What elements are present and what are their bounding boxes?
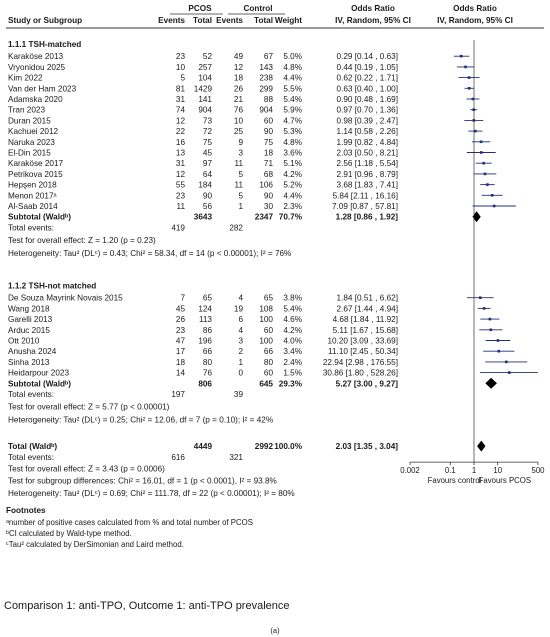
study-total-control: 100 xyxy=(259,315,273,325)
study-weight: 5.4% xyxy=(283,95,302,104)
study-total-control: 90 xyxy=(263,127,273,137)
study-weight: 2.3% xyxy=(283,202,302,211)
study-odds-ratio-ci: 0.98 [0.39 , 2.47] xyxy=(336,116,398,126)
study-name: Garelli 2013 xyxy=(8,315,53,325)
total-events-pcos: 197 xyxy=(171,390,185,399)
study-weight: 5.9% xyxy=(283,105,302,115)
study-odds-ratio-ci: 0.63 [0.40 , 1.00] xyxy=(336,84,398,94)
point-estimate-square xyxy=(489,329,492,332)
overall-events-label: Total events: xyxy=(8,452,54,462)
study-name: Petrikova 2015 xyxy=(8,169,63,179)
header-events-control: Events xyxy=(216,16,243,25)
point-estimate-square xyxy=(479,296,482,299)
study-weight: 2.4% xyxy=(283,357,302,367)
study-odds-ratio-ci: 5.84 [2.11 , 16.16] xyxy=(332,191,398,201)
point-estimate-square xyxy=(489,318,492,321)
study-weight: 3.4% xyxy=(283,347,302,357)
overall-test-line: Heterogeneity: Tau² (DLᶜ) = 0.69; Chi² = 111.78, df = 22 (p < 0.00001); I² = 80% xyxy=(8,488,295,498)
study-total-control: 65 xyxy=(263,293,273,303)
study-odds-ratio-ci: 30.86 [1.80 , 528.26] xyxy=(322,368,398,378)
point-estimate-square xyxy=(480,151,483,154)
study-total-control: 143 xyxy=(259,62,273,72)
favours-pcos-label: Favours PCOS xyxy=(478,476,532,486)
total-events-control: 39 xyxy=(233,390,243,399)
study-events-control: 11 xyxy=(234,180,243,190)
study-total-pcos: 80 xyxy=(202,357,212,367)
x-tick-label: 0.1 xyxy=(444,466,456,476)
header-study-subgroup: Study or Subgroup xyxy=(8,16,83,25)
study-events-control: 25 xyxy=(233,127,243,137)
study-odds-ratio-ci: 1.84 [0.51 , 6.62] xyxy=(336,293,398,303)
study-odds-ratio-ci: 2.56 [1.18 , 5.54] xyxy=(336,159,398,169)
subgroup-title: 1.1.2 TSH-not matched xyxy=(8,281,97,291)
footnote-item: ᵇCI calculated by Wald-type method. xyxy=(6,529,132,539)
study-weight: 3.8% xyxy=(283,293,302,303)
study-events-control: 10 xyxy=(233,116,243,126)
study-odds-ratio-ci: 22.94 [2.98 , 176.55] xyxy=(322,357,398,367)
overall-weight: 100.0% xyxy=(274,442,302,452)
study-name: Heidarpour 2023 xyxy=(8,368,69,378)
study-name: Duran 2015 xyxy=(8,116,51,126)
study-weight: 5.1% xyxy=(283,159,302,169)
study-name: Van der Ham 2023 xyxy=(8,84,77,94)
study-weight: 5.5% xyxy=(283,84,302,94)
study-total-control: 71 xyxy=(263,159,273,169)
study-events-control: 2 xyxy=(238,347,243,357)
study-total-control: 68 xyxy=(263,169,273,179)
subtotal-label: Subtotal (Waldᵇ) xyxy=(8,212,71,222)
study-total-pcos: 104 xyxy=(198,73,212,83)
point-estimate-square xyxy=(497,339,500,342)
subtotal-total-pcos: 3643 xyxy=(193,212,212,222)
study-events-control: 0 xyxy=(238,368,243,378)
study-odds-ratio-ci: 2.91 [0.96 , 8.79] xyxy=(336,169,398,179)
study-total-control: 238 xyxy=(259,73,273,83)
study-events-pcos: 23 xyxy=(175,325,185,335)
heterogeneity-test: Heterogeneity: Tau² (DLᶜ) = 0.25; Chi² = 12.06, df = 7 (p = 0.10); I² = 42% xyxy=(8,415,274,425)
study-total-pcos: 66 xyxy=(202,347,212,357)
study-events-control: 11 xyxy=(234,159,243,169)
study-events-pcos: 5 xyxy=(180,73,185,83)
study-total-pcos: 904 xyxy=(198,105,212,115)
study-odds-ratio-ci: 0.29 [0.14 , 0.63] xyxy=(336,52,398,62)
study-weight: 3.6% xyxy=(283,148,302,158)
point-estimate-square xyxy=(468,87,471,90)
study-events-control: 9 xyxy=(238,137,243,147)
footnote-item: ᶜTau² calculated by DerSimonian and Laird method. xyxy=(6,540,184,550)
subgroup-title: 1.1.1 TSH-matched xyxy=(8,40,82,49)
study-events-control: 3 xyxy=(238,336,243,346)
study-events-control: 76 xyxy=(233,105,243,115)
overall-events-control: 321 xyxy=(229,452,243,462)
study-odds-ratio-ci: 3.68 [1.83 , 7.41] xyxy=(336,180,398,190)
study-odds-ratio-ci: 11.10 [2.45 , 50.34] xyxy=(328,347,398,357)
study-total-pcos: 124 xyxy=(198,304,212,314)
study-weight: 4.4% xyxy=(283,73,302,83)
study-events-pcos: 47 xyxy=(175,336,185,346)
subtotal-total-pcos: 806 xyxy=(198,379,212,389)
point-estimate-square xyxy=(484,173,487,176)
header-events-pcos: Events xyxy=(158,16,185,25)
header-or-method: IV, Random, 95% CI xyxy=(335,16,411,25)
study-events-control: 3 xyxy=(238,148,243,158)
overall-odds-ratio-ci: 2.03 [1.35 , 3.04] xyxy=(335,442,398,452)
study-events-pcos: 31 xyxy=(175,159,185,169)
study-name: Karaköse 2017 xyxy=(8,159,64,169)
study-events-pcos: 18 xyxy=(175,357,185,367)
study-name: Adamska 2020 xyxy=(8,95,63,104)
subtotal-label: Subtotal (Waldᵇ) xyxy=(8,379,71,389)
header-group-pcos: PCOS xyxy=(188,4,212,13)
point-estimate-square xyxy=(493,205,496,208)
study-weight: 4.2% xyxy=(283,325,302,335)
study-odds-ratio-ci: 0.44 [0.19 , 1.05] xyxy=(336,62,398,72)
point-estimate-square xyxy=(464,66,467,69)
study-odds-ratio-ci: 4.68 [1.84 , 11.92] xyxy=(332,315,398,325)
study-weight: 4.2% xyxy=(283,169,302,179)
study-weight: 4.8% xyxy=(283,137,302,147)
study-total-control: 60 xyxy=(263,368,273,378)
study-total-pcos: 73 xyxy=(202,116,212,126)
study-total-control: 18 xyxy=(263,148,273,158)
footnotes-title: Footnotes xyxy=(6,506,46,516)
subtotal-odds-ratio-ci: 5.27 [3.00 , 9.27] xyxy=(335,379,398,389)
figure-caption: Comparison 1: anti-TPO, Outcome 1: anti-TPO prevalence xyxy=(4,600,290,612)
study-name: Al-Saab 2014 xyxy=(8,202,58,211)
header-plot-method: IV, Random, 95% CI xyxy=(437,16,513,25)
study-total-control: 75 xyxy=(263,137,273,147)
study-events-control: 1 xyxy=(238,202,243,211)
pooled-estimate-diamond xyxy=(477,441,485,452)
study-total-control: 80 xyxy=(263,357,273,367)
study-name: Tran 2023 xyxy=(8,105,46,115)
study-name: Anusha 2024 xyxy=(8,347,57,357)
total-events-control: 282 xyxy=(229,223,243,233)
header-plot-odds-ratio: Odds Ratio xyxy=(453,4,497,13)
study-name: Kachuei 2012 xyxy=(8,127,59,137)
study-events-pcos: 23 xyxy=(175,191,185,201)
study-events-control: 5 xyxy=(238,191,243,201)
study-weight: 4.0% xyxy=(283,336,302,346)
header-group-control: Control xyxy=(243,4,273,13)
point-estimate-square xyxy=(474,130,477,133)
study-events-pcos: 26 xyxy=(175,315,185,325)
study-weight: 5.3% xyxy=(283,127,302,137)
study-events-pcos: 81 xyxy=(175,84,185,94)
study-total-pcos: 75 xyxy=(202,137,212,147)
study-weight: 5.2% xyxy=(283,180,302,190)
total-events-pcos: 419 xyxy=(171,223,185,233)
study-name: Kim 2022 xyxy=(8,73,43,83)
study-total-pcos: 76 xyxy=(202,368,212,378)
subtotal-odds-ratio-ci: 1.28 [0.86 , 1.92] xyxy=(335,212,398,222)
study-events-control: 4 xyxy=(238,325,243,335)
point-estimate-square xyxy=(480,141,483,144)
point-estimate-square xyxy=(497,350,500,353)
study-events-pcos: 12 xyxy=(175,169,185,179)
study-total-pcos: 196 xyxy=(198,336,212,346)
study-events-control: 26 xyxy=(233,84,243,94)
study-name: Hepşen 2018 xyxy=(8,180,57,190)
overall-test-line: Test for overall effect: Z = 3.43 (p = 0.0006) xyxy=(8,464,165,474)
study-name: Karaköse 2013 xyxy=(8,52,64,62)
study-total-control: 108 xyxy=(259,304,273,314)
study-total-control: 30 xyxy=(263,202,273,211)
study-total-control: 66 xyxy=(263,347,273,357)
study-total-pcos: 257 xyxy=(198,62,212,72)
study-events-pcos: 14 xyxy=(175,368,185,378)
study-total-control: 904 xyxy=(259,105,273,115)
study-events-pcos: 7 xyxy=(180,293,185,303)
study-events-pcos: 55 xyxy=(175,180,185,190)
subtotal-total-control: 2347 xyxy=(254,212,273,222)
study-odds-ratio-ci: 0.90 [0.48 , 1.69] xyxy=(336,95,398,104)
study-name: Arduc 2015 xyxy=(8,325,50,335)
study-weight: 4.4% xyxy=(283,191,302,201)
study-events-pcos: 13 xyxy=(175,148,185,158)
study-events-pcos: 31 xyxy=(175,95,185,104)
study-odds-ratio-ci: 5.11 [1.67 , 15.68] xyxy=(332,325,398,335)
study-name: Menon 2017ᵃ xyxy=(8,191,57,201)
study-events-control: 1 xyxy=(238,357,243,367)
study-odds-ratio-ci: 7.09 [0.87 , 57.81] xyxy=(331,202,398,211)
footnote-item: ᵃnumber of positive cases calculated from % and total number of PCOS xyxy=(6,518,253,528)
subtotal-total-control: 645 xyxy=(259,379,273,389)
overall-total-control: 2992 xyxy=(254,442,273,452)
study-total-control: 106 xyxy=(259,180,273,190)
study-weight: 5.4% xyxy=(283,304,302,314)
x-tick-label: 500 xyxy=(531,466,545,476)
overall-effect-test: Test for overall effect: Z = 1.20 (p = 0.23) xyxy=(8,236,156,246)
study-events-control: 21 xyxy=(233,95,243,104)
study-total-pcos: 113 xyxy=(198,315,212,325)
study-total-pcos: 64 xyxy=(202,169,212,179)
study-weight: 4.8% xyxy=(283,62,302,72)
study-odds-ratio-ci: 1.14 [0.58 , 2.26] xyxy=(336,127,398,137)
header-total-control: Total xyxy=(254,16,273,25)
study-total-control: 67 xyxy=(263,52,273,62)
study-weight: 4.7% xyxy=(283,116,302,126)
study-events-pcos: 23 xyxy=(175,52,185,62)
study-events-pcos: 11 xyxy=(176,202,185,211)
point-estimate-square xyxy=(460,55,463,58)
study-events-control: 12 xyxy=(233,62,243,72)
x-tick-label: 10 xyxy=(493,466,503,476)
study-total-pcos: 90 xyxy=(202,191,212,201)
study-events-pcos: 22 xyxy=(175,127,185,137)
heterogeneity-test: Heterogeneity: Tau² (DLᶜ) = 0.43; Chi² = 58.34, df = 14 (p < 0.00001); I² = 76% xyxy=(8,248,292,258)
study-total-pcos: 184 xyxy=(198,180,212,190)
study-total-pcos: 65 xyxy=(202,293,212,303)
study-odds-ratio-ci: 2.67 [1.44 , 4.94] xyxy=(336,304,398,314)
study-total-pcos: 52 xyxy=(202,52,212,62)
point-estimate-square xyxy=(486,183,489,186)
x-tick-label: 0.002 xyxy=(400,466,420,476)
point-estimate-square xyxy=(505,361,508,364)
study-name: Naruka 2023 xyxy=(8,137,55,147)
study-total-control: 299 xyxy=(259,84,273,94)
study-odds-ratio-ci: 0.62 [0.22 , 1.71] xyxy=(336,73,398,83)
point-estimate-square xyxy=(468,76,471,79)
study-events-pcos: 74 xyxy=(175,105,185,115)
study-total-control: 90 xyxy=(263,191,273,201)
point-estimate-square xyxy=(491,194,494,197)
study-total-pcos: 56 xyxy=(202,202,212,211)
study-total-pcos: 45 xyxy=(202,148,212,158)
study-total-control: 60 xyxy=(263,116,273,126)
study-total-pcos: 1429 xyxy=(193,84,212,94)
study-events-pcos: 16 xyxy=(175,137,185,147)
study-events-control: 5 xyxy=(238,169,243,179)
study-name: De Souza Mayrink Novais 2015 xyxy=(8,293,123,303)
study-weight: 5.0% xyxy=(283,52,302,62)
study-name: Sinha 2013 xyxy=(8,357,50,367)
study-events-pcos: 10 xyxy=(175,62,185,72)
study-weight: 4.6% xyxy=(283,315,302,325)
study-total-control: 88 xyxy=(263,95,273,104)
panel-label: (a) xyxy=(270,626,280,635)
study-events-control: 49 xyxy=(233,52,243,62)
overall-events-pcos: 616 xyxy=(171,452,185,462)
overall-total-pcos: 4449 xyxy=(193,442,212,452)
study-name: Vryonidou 2025 xyxy=(8,62,66,72)
point-estimate-square xyxy=(482,162,485,165)
study-name: Wang 2018 xyxy=(8,304,50,314)
study-total-control: 100 xyxy=(259,336,273,346)
study-total-control: 60 xyxy=(263,325,273,335)
study-events-control: 4 xyxy=(238,293,243,303)
overall-test-line: Test for subgroup differences: Chi² = 16.01, df = 1 (p < 0.0001), I² = 93.8% xyxy=(8,476,277,486)
total-events-label: Total events: xyxy=(8,390,54,399)
header-total-pcos: Total xyxy=(193,16,212,25)
header-weight: Weight xyxy=(274,16,302,25)
study-total-pcos: 97 xyxy=(202,159,212,169)
study-odds-ratio-ci: 1.99 [0.82 , 4.84] xyxy=(336,137,398,147)
overall-total-label: Total (Waldᵇ) xyxy=(8,442,58,452)
favours-control-label: Favours control xyxy=(427,476,482,486)
header-odds-ratio: Odds Ratio xyxy=(351,4,395,13)
study-events-pcos: 17 xyxy=(175,347,185,357)
study-total-pcos: 86 xyxy=(202,325,212,335)
study-events-pcos: 12 xyxy=(175,116,185,126)
study-name: El-Din 2015 xyxy=(8,148,51,158)
x-tick-label: 1 xyxy=(471,466,477,476)
point-estimate-square xyxy=(483,307,486,310)
total-events-label: Total events: xyxy=(8,223,54,233)
study-events-control: 19 xyxy=(233,304,243,314)
pooled-estimate-diamond xyxy=(485,378,497,389)
study-odds-ratio-ci: 0.97 [0.70 , 1.36] xyxy=(336,105,398,115)
study-odds-ratio-ci: 2.03 [0.50 , 8.21] xyxy=(336,148,398,158)
study-events-control: 18 xyxy=(233,73,243,83)
study-weight: 1.5% xyxy=(283,368,302,378)
subtotal-weight: 70.7% xyxy=(278,212,302,222)
subtotal-weight: 29.3% xyxy=(278,379,302,389)
study-events-control: 6 xyxy=(238,315,243,325)
point-estimate-square xyxy=(508,371,511,374)
overall-effect-test: Test for overall effect: Z = 5.77 (p < 0.00001) xyxy=(8,402,170,412)
study-total-pcos: 141 xyxy=(198,95,212,104)
study-events-pcos: 45 xyxy=(175,304,185,314)
study-total-pcos: 72 xyxy=(202,127,212,137)
study-odds-ratio-ci: 10.20 [3.09 , 33.69] xyxy=(327,336,398,346)
study-name: Ott 2010 xyxy=(8,336,40,346)
